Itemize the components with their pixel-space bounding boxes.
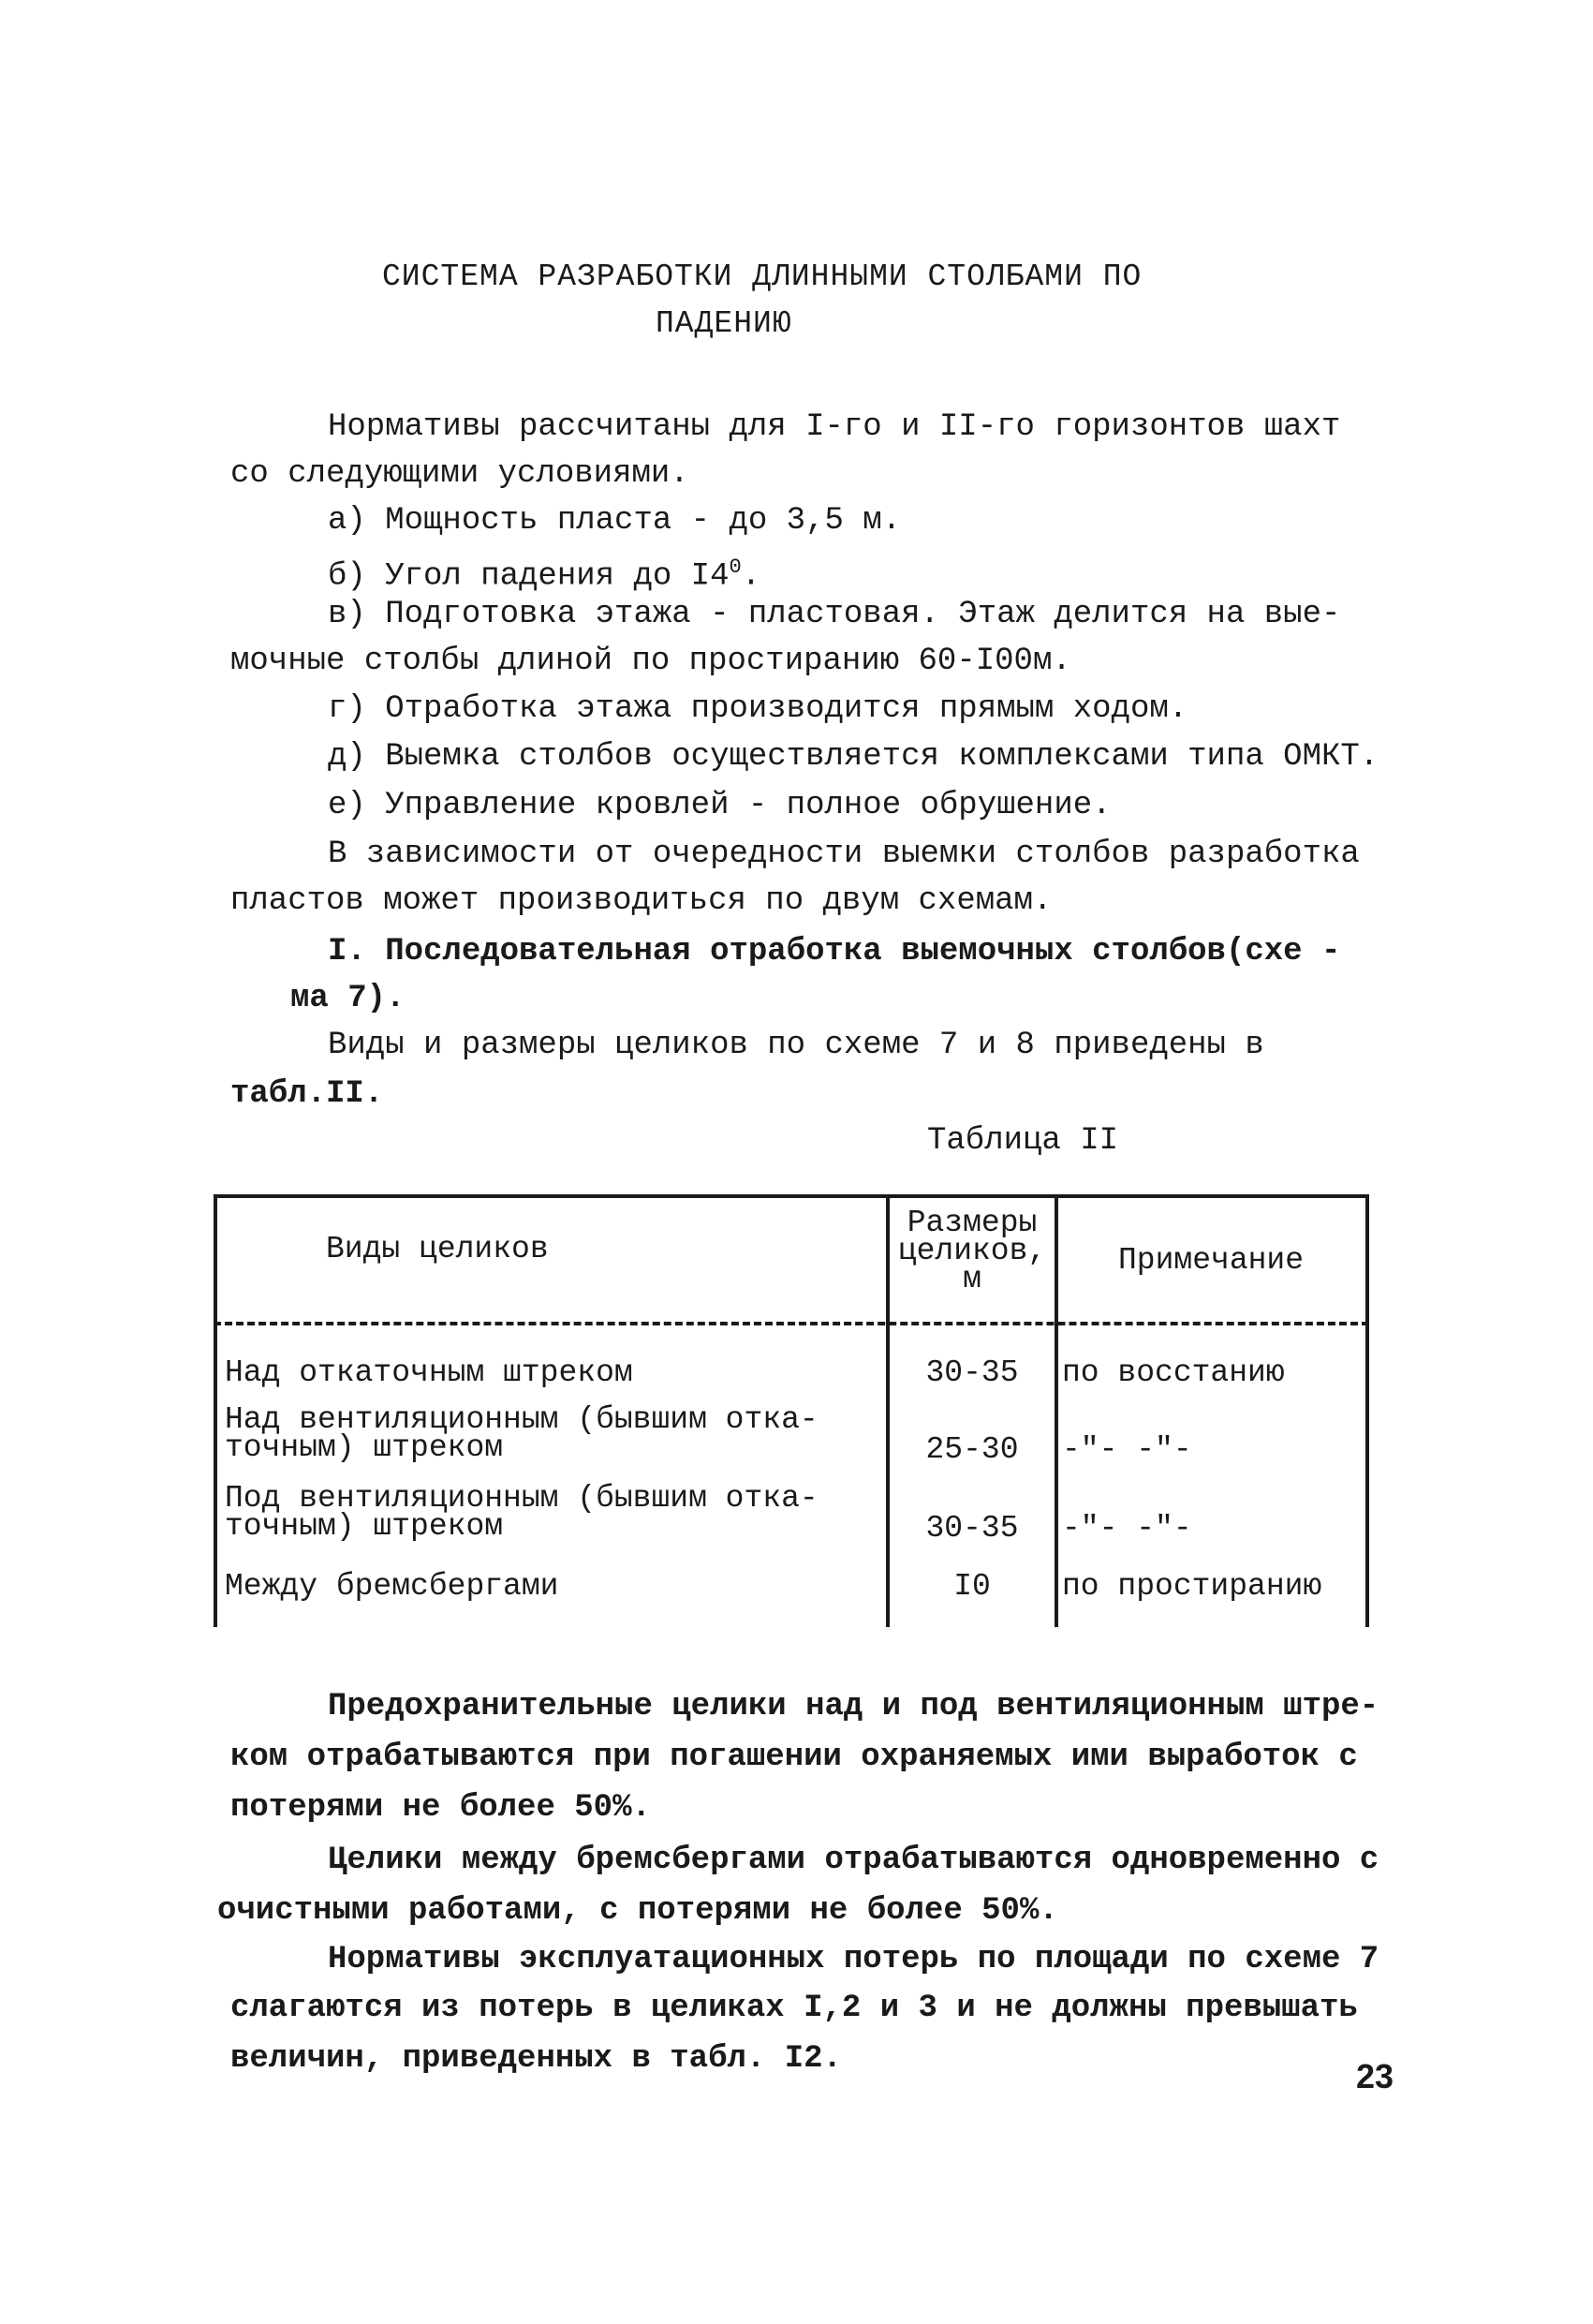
para2-line-1: Виды и размеры целиков по схеме 7 и 8 приведены в xyxy=(328,1028,1264,1063)
para3-line-1: Предохранительные целики над и под вентиляционным штре- xyxy=(328,1689,1379,1724)
para5-line-1: Нормативы эксплуатационных потерь по площади по схеме 7 xyxy=(328,1942,1379,1977)
row3-type-line-1: Под вентиляционным (бывшим отка- xyxy=(225,1481,819,1516)
table-caption: Таблица II xyxy=(927,1123,1119,1159)
row4-size: I0 xyxy=(953,1569,991,1604)
condition-b: б) Угол падения до $I4^0$. xyxy=(328,555,761,595)
intro-line-2: со следующими условиями. xyxy=(230,456,689,492)
para3-line-2: ком отрабатываются при погашении охраняемых ими выработок с xyxy=(230,1739,1358,1775)
condition-v-line-1: в) Подготовка этажа - пластовая. Этаж делится на вые- xyxy=(328,597,1341,632)
row3-size: 30-35 xyxy=(925,1511,1019,1546)
row1-size: 30-35 xyxy=(925,1355,1019,1390)
scheme-line-2: ма 7). xyxy=(290,981,406,1016)
row2-type-line-2: точным) штреком xyxy=(225,1430,504,1465)
table-col-divider-2 xyxy=(1055,1194,1058,1627)
row1-type: Над откаточным штреком xyxy=(225,1355,633,1390)
table-left-border xyxy=(214,1194,217,1627)
row3-note: -"- -"- xyxy=(1062,1511,1192,1546)
scheme-line-1: I. Последовательная отработка выемочных столбов(схе - xyxy=(328,934,1341,970)
header-pillar-type: Виды целиков xyxy=(326,1232,549,1266)
condition-e: е) Управление кровлей - полное обрушение. xyxy=(328,788,1112,823)
row1-note: по восстанию xyxy=(1062,1355,1285,1390)
condition-v-line-2: мочные столбы длиной по простиранию 60-I00м. xyxy=(230,644,1071,679)
row4-type: Между бремсбергами xyxy=(225,1569,559,1604)
pillar-table xyxy=(214,1194,1369,1627)
title-line-1: СИСТЕМА РАЗРАБОТКИ ДЛИННЫМИ СТОЛБАМИ ПО xyxy=(382,259,1143,294)
para1-line-2: пластов может производиться по двум схемам. xyxy=(230,883,1053,919)
para1-line-1: В зависимости от очередности выемки столбов разработка xyxy=(328,836,1360,872)
page-number: 23 xyxy=(1356,2057,1394,2095)
table-right-border xyxy=(1365,1194,1369,1627)
row2-size: 25-30 xyxy=(925,1432,1019,1467)
title-line-2: ПАДЕНИЮ xyxy=(656,306,792,341)
row4-note: по простиранию xyxy=(1062,1569,1322,1604)
para4-line-2: очистными работами, с потерями не более 50%. xyxy=(217,1893,1058,1929)
header-note: Примечание xyxy=(1118,1243,1305,1278)
header-pillar-size: Размеры целиков, м xyxy=(897,1206,1047,1296)
table-top-border xyxy=(214,1194,1369,1198)
para5-line-2: слагаются из потерь в целиках I,2 и 3 и не должны превышать xyxy=(230,1991,1358,2026)
table-header-separator xyxy=(214,1322,1369,1325)
condition-a: а) Мощность пласта - до 3,5 м. xyxy=(328,503,902,539)
condition-d: д) Выемка столбов осуществляется комплексами типа ОМКТ. xyxy=(328,739,1379,775)
para4-line-1: Целики между бремсбергами отрабатываются одновременно с xyxy=(328,1843,1379,1878)
para2-line-2: табл.II. xyxy=(230,1076,384,1112)
row2-type-line-1: Над вентиляционным (бывшим отка- xyxy=(225,1402,819,1437)
row3-type-line-2: точным) штреком xyxy=(225,1509,504,1544)
condition-g: г) Отработка этажа производится прямым ходом. xyxy=(328,691,1188,727)
para3-line-3: потерями не более 50%. xyxy=(230,1790,651,1826)
para5-line-3: величин, приведенных в табл. I2. xyxy=(230,2041,842,2077)
row2-note: -"- -"- xyxy=(1062,1432,1192,1467)
intro-line-1: Нормативы рассчитаны для I-го и II-го горизонтов шахт xyxy=(328,409,1341,445)
